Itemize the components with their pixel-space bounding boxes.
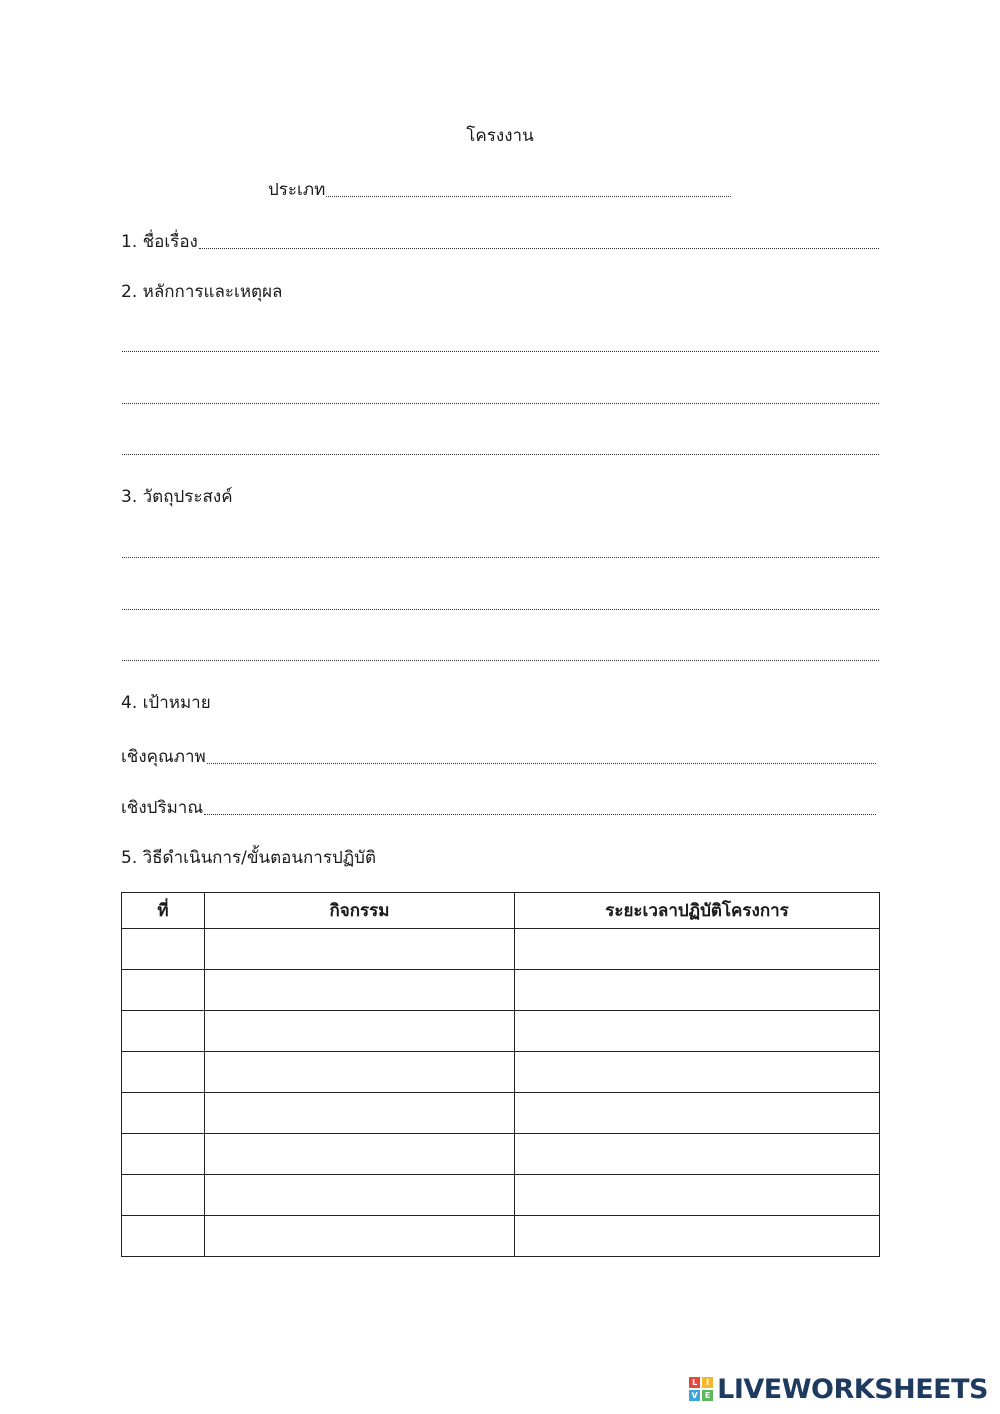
table-row <box>122 970 880 1011</box>
activity-table <box>121 892 880 1257</box>
objective-line-1[interactable] <box>121 538 879 562</box>
table-cell[interactable] <box>515 929 880 970</box>
table-cell[interactable] <box>205 1134 515 1175</box>
table-row <box>122 929 880 970</box>
table-cell[interactable] <box>205 929 515 970</box>
table-cell[interactable] <box>515 970 880 1011</box>
logo-mark-letter: I <box>702 1377 713 1388</box>
quantity-dotted-field[interactable] <box>204 813 876 815</box>
topic-dotted-field[interactable] <box>199 247 879 249</box>
section-4-heading: 4. เป้าหมาย <box>121 693 211 713</box>
table-cell[interactable] <box>205 1093 515 1134</box>
table-cell[interactable] <box>122 1216 205 1257</box>
dotted-field[interactable] <box>122 453 879 455</box>
table-cell[interactable] <box>205 1216 515 1257</box>
section-3-heading: 3. วัตถุประสงค์ <box>121 487 233 507</box>
table-cell[interactable] <box>122 1134 205 1175</box>
liveworksheets-logo <box>689 1374 988 1404</box>
table-row <box>122 1011 880 1052</box>
rationale-line-2[interactable] <box>121 384 879 408</box>
table-cell[interactable] <box>515 1134 880 1175</box>
section-1-label: 1. ชื่อเรื่อง <box>121 232 198 252</box>
col-header-activity: กิจกรรม <box>205 893 515 929</box>
table-cell[interactable] <box>205 1052 515 1093</box>
topic-line[interactable] <box>121 229 879 253</box>
dotted-field[interactable] <box>122 350 879 352</box>
objective-line-3[interactable] <box>121 641 879 665</box>
table-row <box>122 1216 880 1257</box>
rationale-line-3[interactable] <box>121 435 879 459</box>
page-title: โครงงาน <box>466 126 534 146</box>
logo-text: LIVEWORKSHEETS <box>717 1373 988 1405</box>
table-row <box>122 1052 880 1093</box>
table-row <box>122 1093 880 1134</box>
type-label: ประเภท <box>268 180 326 200</box>
table-row <box>122 1134 880 1175</box>
logo-mark-letter: L <box>689 1377 700 1388</box>
table-cell[interactable] <box>515 1093 880 1134</box>
dotted-field[interactable] <box>122 402 879 404</box>
dotted-field[interactable] <box>122 556 879 558</box>
dotted-field[interactable] <box>122 608 879 610</box>
table-cell[interactable] <box>122 970 205 1011</box>
table-cell[interactable] <box>515 1011 880 1052</box>
table-cell[interactable] <box>205 1011 515 1052</box>
section-5-heading: 5. วิธีดำเนินการ/ขั้นตอนการปฏิบัติ <box>121 848 376 868</box>
table-cell[interactable] <box>515 1052 880 1093</box>
table-cell[interactable] <box>122 1175 205 1216</box>
type-line[interactable] <box>268 177 731 201</box>
table-cell[interactable] <box>122 929 205 970</box>
col-header-duration: ระยะเวลาปฏิบัติโครงการ <box>515 893 880 929</box>
quantity-label: เชิงปริมาณ <box>121 798 204 818</box>
quality-label: เชิงคุณภาพ <box>121 747 206 767</box>
table-cell[interactable] <box>205 1175 515 1216</box>
table-cell[interactable] <box>205 970 515 1011</box>
objective-line-2[interactable] <box>121 590 879 614</box>
logo-mark-letter: E <box>702 1390 713 1401</box>
table-header-row <box>122 893 880 929</box>
logo-mark-icon <box>689 1377 713 1401</box>
table-cell[interactable] <box>515 1216 880 1257</box>
type-dotted-field[interactable] <box>326 195 731 197</box>
table-cell[interactable] <box>122 1093 205 1134</box>
quality-line[interactable] <box>121 744 876 768</box>
table-cell[interactable] <box>515 1175 880 1216</box>
table-row <box>122 1175 880 1216</box>
table-cell[interactable] <box>122 1011 205 1052</box>
section-2-heading: 2. หลักการและเหตุผล <box>121 282 283 302</box>
quality-dotted-field[interactable] <box>207 762 876 764</box>
logo-mark-letter: V <box>689 1390 700 1401</box>
dotted-field[interactable] <box>122 659 879 661</box>
table-cell[interactable] <box>122 1052 205 1093</box>
quantity-line[interactable] <box>121 795 876 819</box>
rationale-line-1[interactable] <box>121 332 879 356</box>
col-header-number: ที่ <box>122 893 205 929</box>
